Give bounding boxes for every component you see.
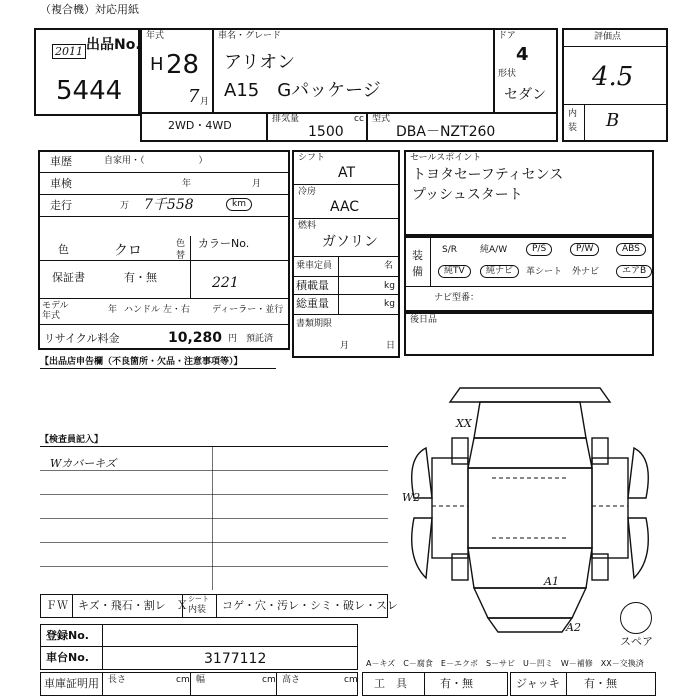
cert-label: 車庫証明用 bbox=[44, 677, 99, 690]
dealer: ディーラー・並行 bbox=[212, 305, 284, 315]
equipment-label-1: 装 bbox=[412, 249, 423, 262]
after-items-label: 後日品 bbox=[410, 315, 438, 325]
capacity-label: 乗車定員 bbox=[296, 261, 333, 271]
jack-value: 有・無 bbox=[584, 677, 617, 690]
color-change-1: 色 bbox=[176, 239, 186, 249]
lot-number: 5444 bbox=[56, 76, 123, 106]
era: H bbox=[150, 54, 164, 75]
shift: AT bbox=[338, 165, 356, 181]
spare-tire-icon bbox=[620, 602, 652, 634]
warranty-value: 有・無 bbox=[124, 271, 157, 284]
after-items-box bbox=[404, 312, 654, 356]
recycle-unit: 円 bbox=[228, 334, 238, 344]
color-no: 221 bbox=[212, 275, 239, 291]
interior-score: B bbox=[606, 110, 620, 131]
car-grade: A15 Gパッケージ bbox=[224, 80, 381, 101]
model-year-label-1: モデル bbox=[42, 301, 69, 311]
fw-seat-text: コゲ・穴・汚レ・シミ・破レ・スレ bbox=[222, 599, 398, 612]
equip-abs: ABS bbox=[616, 243, 646, 256]
history-label: 車歴 bbox=[50, 155, 72, 168]
name-label: 車名・グレード bbox=[218, 31, 282, 41]
reg-label: 登録No. bbox=[46, 629, 89, 642]
sales-label: セールスポイント bbox=[410, 153, 482, 163]
month: 7 bbox=[188, 86, 200, 107]
recycle-label: リサイクル料金 bbox=[44, 332, 120, 345]
car-name: アリオン bbox=[224, 52, 296, 73]
legend-text: A－キズ C－腐食 E－エクボ S－サビ U－凹ミ W－補修 XX－交換済 bbox=[366, 659, 644, 668]
equip-ext-nav: 外ナビ bbox=[572, 267, 600, 277]
year-label: 年式 bbox=[146, 31, 165, 41]
doors-label: ドア bbox=[498, 31, 516, 41]
capacity-unit: 名 bbox=[384, 261, 394, 271]
equip-ps: P/S bbox=[526, 243, 552, 256]
sales-line-2: プッシュスタート bbox=[412, 187, 523, 203]
shift-label: シフト bbox=[298, 153, 326, 163]
handle: ハンドル 左・右 bbox=[124, 305, 190, 315]
cert-width: 幅 bbox=[196, 675, 206, 685]
color: クロ bbox=[114, 243, 142, 259]
docs-label: 書類期限 bbox=[296, 319, 333, 329]
ac-label: 冷房 bbox=[298, 187, 317, 197]
doors: 4 bbox=[516, 44, 529, 65]
nav-model-label: ナビ型番： bbox=[434, 293, 480, 303]
lot-label: 出品No. bbox=[86, 37, 141, 53]
form-header: （複合機）対応用紙 bbox=[40, 3, 139, 16]
docs-month: 月 bbox=[340, 341, 350, 351]
model-label: 型式 bbox=[372, 114, 391, 124]
seller-notes-label: 【出品店申告欄（不良箇所・欠品・注意事項等）】 bbox=[40, 357, 243, 367]
fuel: ガソリン bbox=[322, 234, 378, 250]
displacement: 1500 bbox=[308, 124, 344, 140]
inspection-year: 年 bbox=[182, 179, 192, 189]
mileage: 7千558 bbox=[144, 197, 194, 213]
mark-xx: XX bbox=[456, 417, 472, 430]
color-label: 色 bbox=[58, 243, 69, 256]
recycle-note: 預託済 bbox=[246, 334, 274, 344]
warranty-label: 保証書 bbox=[52, 271, 85, 284]
mileage-label: 走行 bbox=[50, 199, 72, 212]
chassis-label: 車台No. bbox=[46, 651, 89, 664]
shape-label: 形状 bbox=[498, 69, 517, 79]
chassis-number: 3177112 bbox=[204, 651, 267, 667]
load-label: 積載量 bbox=[296, 279, 329, 292]
grade-score: 4.5 bbox=[592, 62, 634, 92]
cert-height-cm: cm bbox=[344, 675, 358, 685]
sales-line-1: トヨタセーフティセンス bbox=[412, 167, 564, 183]
tools-value: 有・無 bbox=[440, 677, 473, 690]
month-unit: 月 bbox=[200, 97, 210, 107]
cert-width-cm: cm bbox=[262, 675, 276, 685]
mileage-man: 万 bbox=[120, 201, 130, 211]
tools-label: 工 具 bbox=[374, 677, 407, 690]
ac: AAC bbox=[330, 199, 360, 215]
equipment-label-2: 備 bbox=[412, 265, 423, 278]
mark-a2: A2 bbox=[566, 621, 581, 634]
inspector-label: 【検査員記入】 bbox=[40, 435, 104, 445]
inspection-month: 月 bbox=[252, 179, 262, 189]
shape: セダン bbox=[504, 87, 547, 103]
fw-seat-1: シート bbox=[188, 595, 209, 603]
equip-airbag: エアB bbox=[616, 265, 652, 278]
interior-label-2: 装 bbox=[568, 123, 578, 133]
equip-tv: 純TV bbox=[438, 265, 471, 278]
inspection-label: 車検 bbox=[50, 177, 72, 190]
fw-seat-2: 内装 bbox=[188, 605, 207, 615]
interior-label-1: 内 bbox=[568, 109, 578, 119]
color-no-label: カラーNo. bbox=[198, 237, 250, 250]
weight-label: 総重量 bbox=[296, 297, 329, 310]
inspector-note: Wカバーキズ bbox=[50, 457, 117, 470]
spare-label: スペア bbox=[620, 635, 653, 648]
equip-nav: 純ナビ bbox=[480, 265, 519, 278]
fw-label: ＦＷ bbox=[46, 599, 68, 612]
displacement-label: 排気量 bbox=[272, 114, 300, 124]
mileage-unit: km bbox=[226, 198, 252, 211]
history-value: 自家用・（ ） bbox=[104, 156, 208, 166]
mark-w2: W2 bbox=[402, 491, 421, 504]
grade-label: 評価点 bbox=[594, 32, 622, 42]
mark-a1: A1 bbox=[544, 575, 559, 588]
cert-length-cm: cm bbox=[176, 675, 190, 685]
model-year-unit: 年 bbox=[108, 305, 118, 315]
equip-aw: 純A/W bbox=[480, 245, 508, 255]
equip-leather: 革シート bbox=[526, 267, 563, 277]
cert-length: 長さ bbox=[108, 675, 127, 685]
cert-height: 高さ bbox=[282, 675, 301, 685]
model: DBA－NZT260 bbox=[396, 124, 496, 140]
lot-year-stamp: 2011 bbox=[52, 44, 86, 59]
jack-label: ジャッキ bbox=[516, 677, 560, 690]
model-year-label-2: 年式 bbox=[42, 311, 61, 321]
drive: 2WD・4WD bbox=[168, 119, 232, 132]
displacement-unit: cc bbox=[354, 114, 364, 124]
equip-pw: P/W bbox=[570, 243, 599, 256]
weight-unit: kg bbox=[384, 299, 395, 309]
fw-text: キズ・飛石・割レ Ｘ bbox=[78, 599, 188, 612]
recycle-value: 10,280 bbox=[168, 330, 223, 346]
docs-day: 日 bbox=[386, 341, 396, 351]
load-unit: kg bbox=[384, 281, 395, 291]
color-change-2: 替 bbox=[176, 251, 186, 261]
year: 28 bbox=[166, 50, 200, 80]
equip-sr: S/R bbox=[442, 245, 457, 255]
fuel-label: 燃料 bbox=[298, 221, 317, 231]
